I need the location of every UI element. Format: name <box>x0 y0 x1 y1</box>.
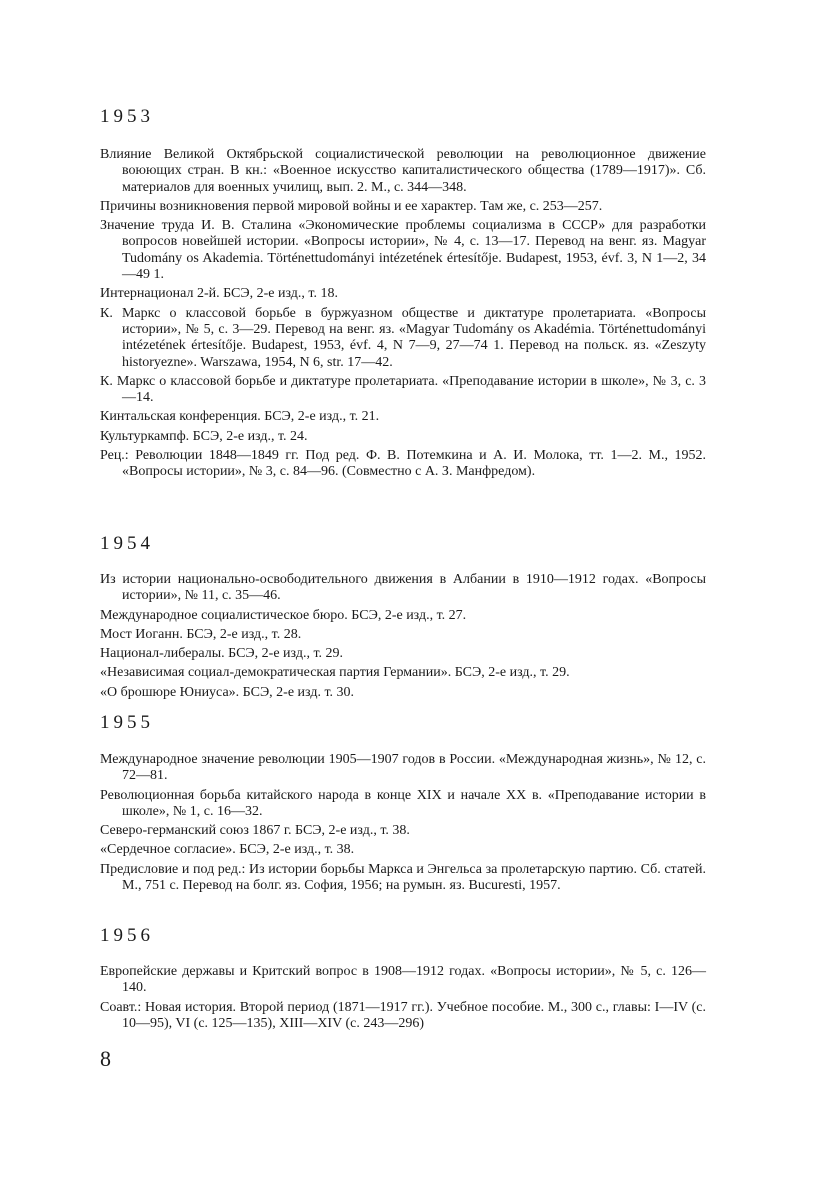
year-heading-1953: 1953 <box>100 106 154 127</box>
bibliography-entry: Национал-либералы. БСЭ, 2-е изд., т. 29. <box>100 646 344 662</box>
bibliography-entry: К. Маркс о классовой борьбе в буржуазном обществе и диктатуре пролетариата. «Вопросы истории», № 5, с. 3—29. Перевод на венг. яз. «Magyar Tudomány os Akadémia. Történettudományi intézetének értesítője. Budapest, 1953, évf. 4, N 7—9, 27—74 1. Перевод на польск. яз. «Zeszyty historyezne». Warszawa, 1954, N 6, str. 17—42. <box>100 305 706 370</box>
bibliography-entry: Рец.: Революции 1848—1849 гг. Под ред. Ф. В. Потемкина и А. И. Молока, тт. 1—2. М., 1952. «Вопросы истории», № 3, с. 84—96. (Совместно с А. З. Манфредом). <box>100 448 706 480</box>
bibliography-entry: Предисловие и под ред.: Из истории борьбы Маркса и Энгельса за пролетарскую партию. Сб. статей. М., 751 с. Перевод на болг. яз. София, 1956; на румын. яз. Bucuresti, 1957. <box>100 861 706 894</box>
bibliography-entry: Причины возникновения первой мировой войны и ее характер. Там же, с. 253—257. <box>100 198 603 214</box>
bibliography-entry: Мост Иоганн. БСЭ, 2-е изд., т. 28. <box>100 626 302 642</box>
bibliography-entry: Значение труда И. В. Сталина «Экономические проблемы социализма в СССР» для разработки вопросов новейшей истории. «Вопросы истории», № 4, с. 13—17. Перевод на венг. яз. Magyar Tudomány os Akademia. Történettudományi intézetének értesítője. Budapest, 1953, évf. 3, N 1—2, 34—49 1. <box>100 218 706 283</box>
bibliography-section-1956 <box>100 964 706 1035</box>
bibliography-entry: Кинтальская конференция. БСЭ, 2-е изд., т. 21. <box>100 409 380 425</box>
bibliography-entry: Революционная борьба китайского народа в конце XIX и начале XX в. «Преподавание истории в школе», № 1, с. 16—32. <box>100 787 706 819</box>
bibliography-entry: «Сердечное согласие». БСЭ, 2-е изд., т. 38. <box>100 842 355 858</box>
bibliography-entry: «Независимая социал-демократическая партия Германии». БСЭ, 2-е изд., т. 29. <box>100 665 570 681</box>
bibliography-entry: Международное социалистическое бюро. БСЭ, 2-е изд., т. 27. <box>100 607 467 623</box>
bibliography-entry: Международное значение революции 1905—1907 годов в России. «Международная жизнь», № 12, с. 72—81. <box>100 752 706 784</box>
bibliography-entry: Европейские державы и Критский вопрос в 1908—1912 годах. «Вопросы истории», № 5, с. 126—140. <box>100 964 706 996</box>
bibliography-entry: Из истории национально-освободительного движения в Албании в 1910—1912 годах. «Вопросы истории», № 11, с. 35—46. <box>100 572 706 604</box>
bibliography-entry: Соавт.: Новая история. Второй период (1871—1917 гг.). Учебное пособие. М., 300 с., главы: I—IV (с. 10—95), VI (с. 125—135), XIII—XIV (с. 243—296) <box>100 999 706 1031</box>
bibliography-entry: Влияние Великой Октябрьской социалистической революции на революционное движение воюющих стран. В кн.: «Военное искусство капиталистического общества (1789—1917)». Сб. материалов для военных училищ, вып. 2. М., с. 344—348. <box>100 147 706 195</box>
bibliography-entry: К. Маркс о классовой борьбе и диктатуре пролетариата. «Преподавание истории в школе», № 3, с. 3—14. <box>100 373 706 406</box>
bibliography-entry: Северо-германский союз 1867 г. БСЭ, 2-е изд., т. 38. <box>100 823 410 839</box>
bibliography-entry: Интернационал 2-й. БСЭ, 2-е изд., т. 18. <box>100 286 338 302</box>
bibliography-section-1955 <box>100 752 706 897</box>
year-heading-1955: 1955 <box>100 712 154 733</box>
bibliography-section-1953 <box>100 147 706 484</box>
bibliography-section-1954 <box>100 572 706 704</box>
bibliography-entry: Культуркампф. БСЭ, 2-е изд., т. 24. <box>100 428 308 444</box>
year-heading-1954: 1954 <box>100 533 154 554</box>
bibliography-entry: «О брошюре Юниуса». БСЭ, 2-е изд. т. 30. <box>100 684 355 700</box>
year-heading-1956: 1956 <box>100 925 154 946</box>
page-number: 8 <box>100 1046 111 1071</box>
